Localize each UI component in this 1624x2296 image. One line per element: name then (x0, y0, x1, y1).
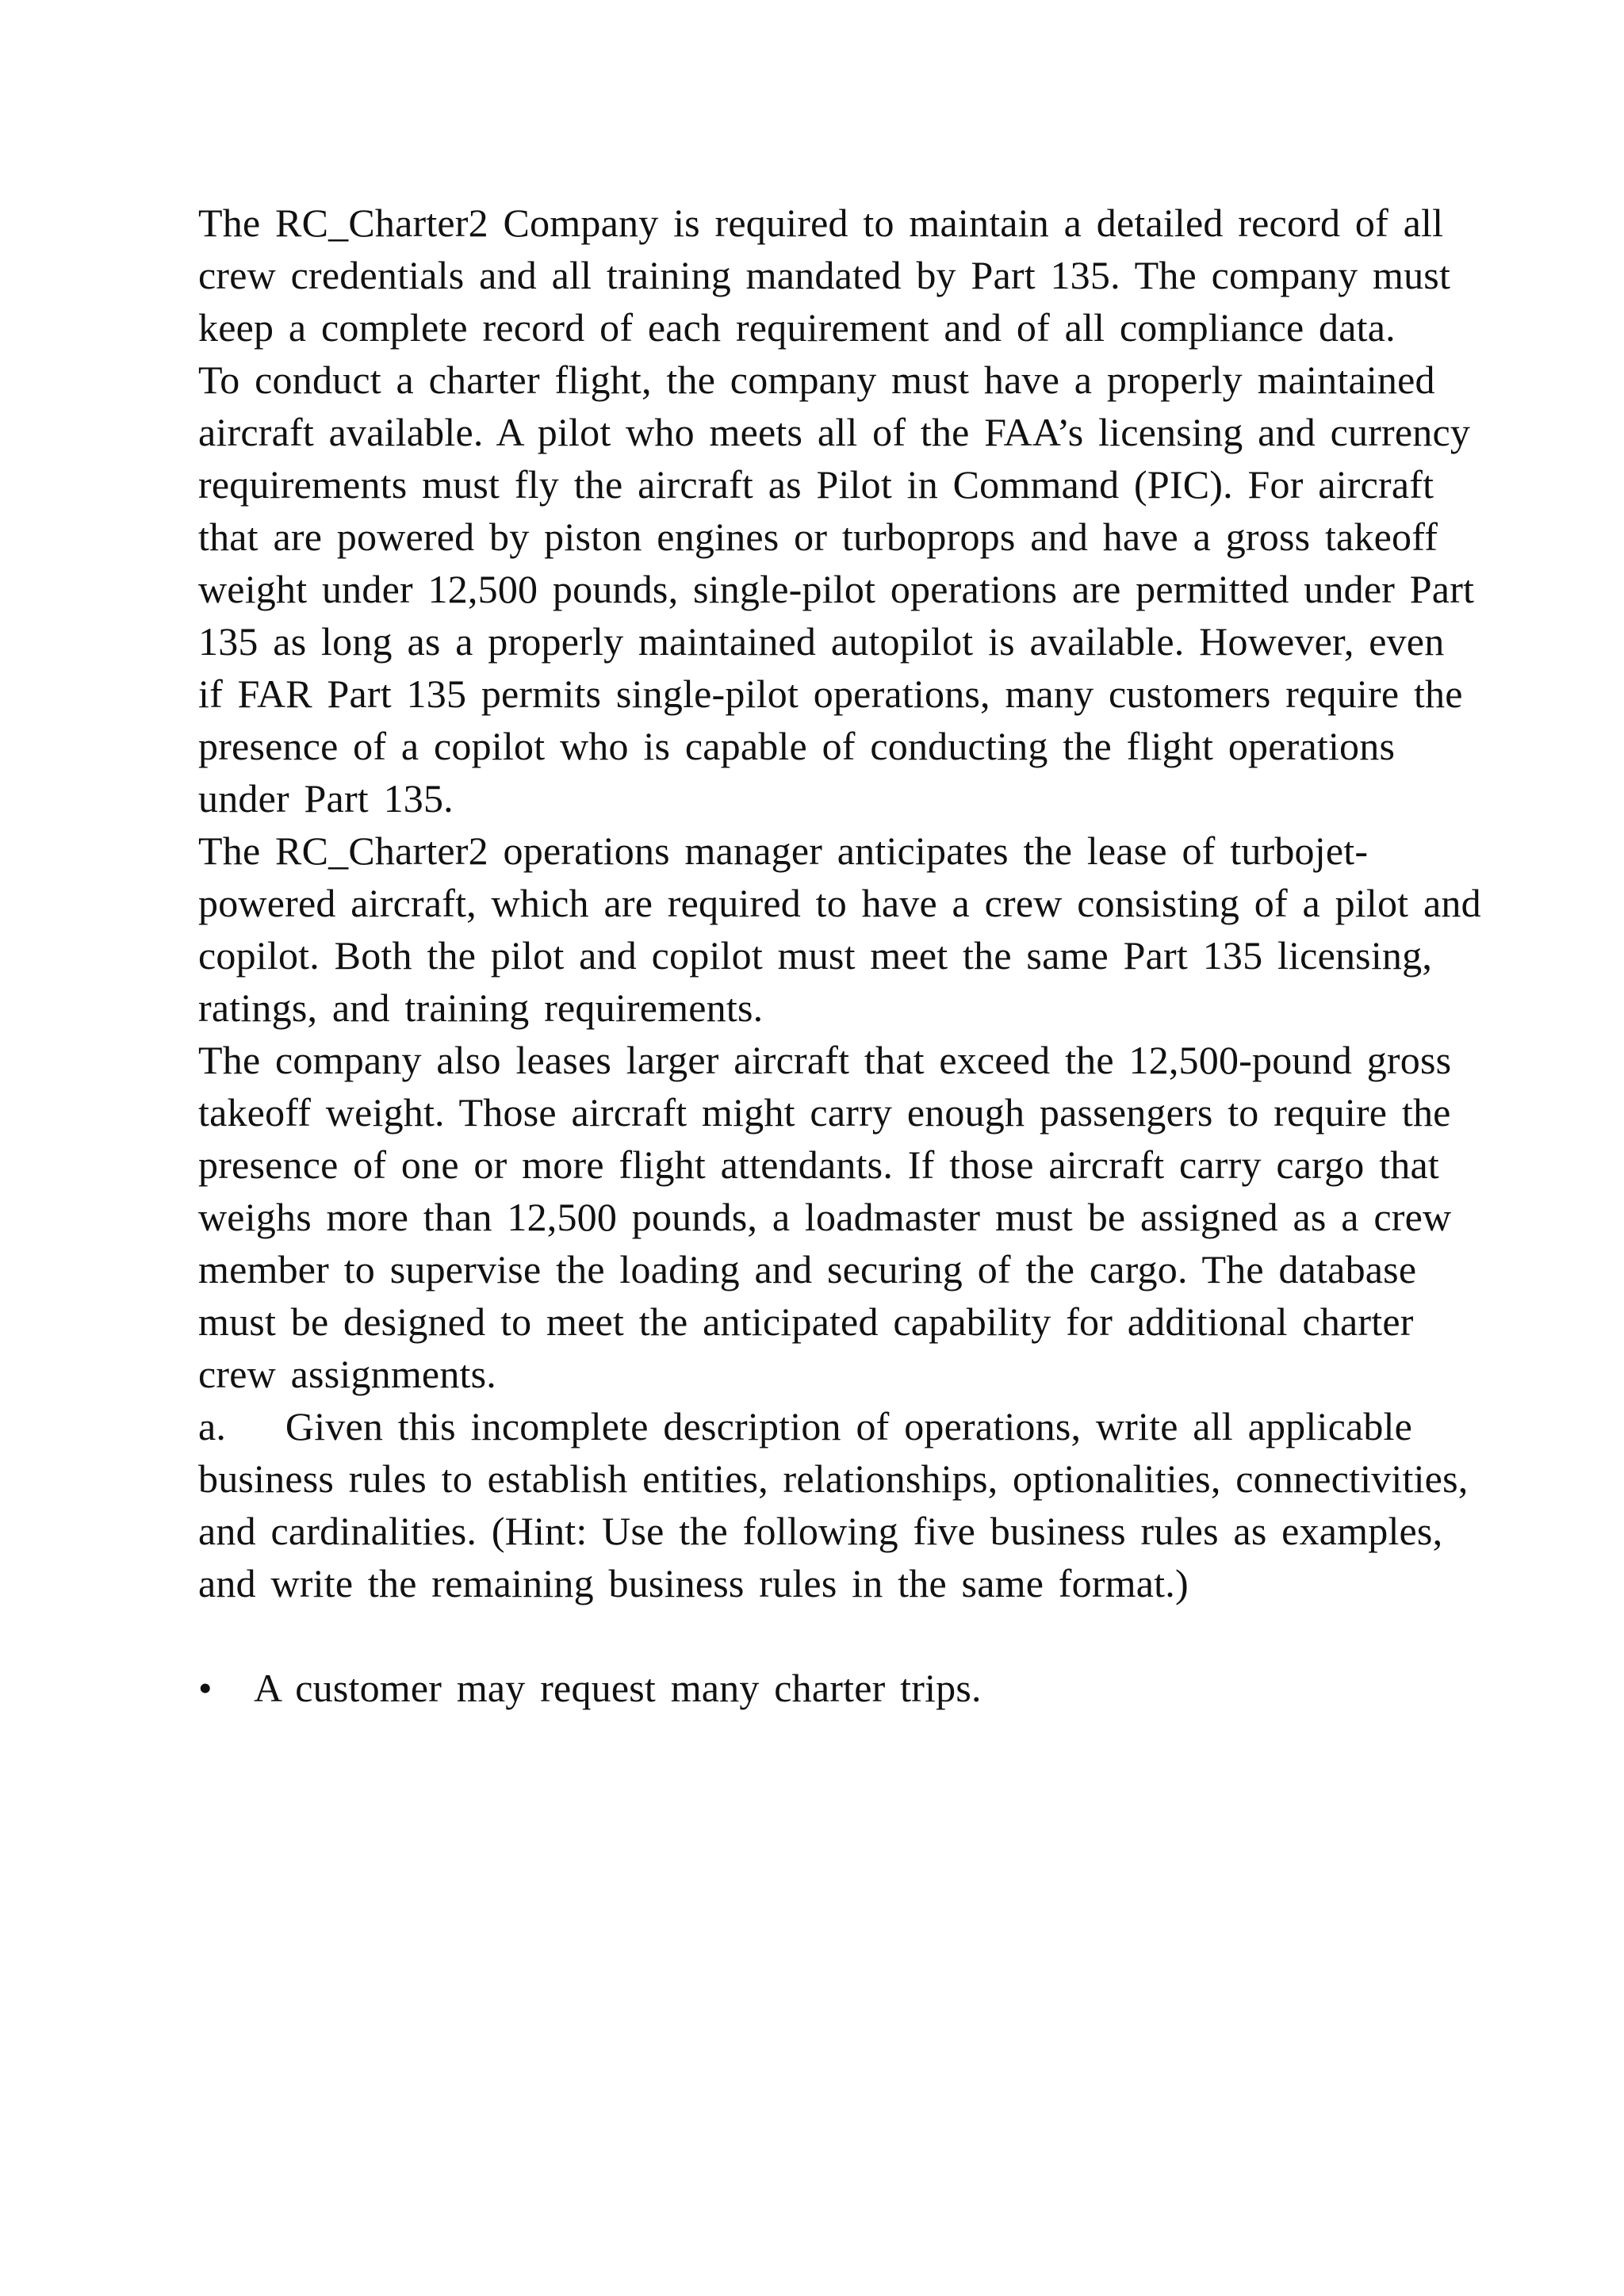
question-a-text: Given this incomplete description of operations, write all applicable business rules to establish entities, relationships, optionalities, connectivities, and cardinalities. (Hint: Use the following five business rules as examples, and write the remaining business rules in the same format.) (198, 1404, 1469, 1605)
paragraph-1: The RC_Charter2 Company is required to maintain a detailed record of all crew credentials and all training mandated by Part 135. The company must keep a complete record of each requirement and of all compliance data. (198, 201, 1451, 350)
blank-line (198, 1609, 1483, 1662)
bullet-text: A customer may request many charter trips. (254, 1666, 982, 1710)
paragraph-4: The company also leases larger aircraft that exceed the 12,500-pound gross takeoff weight. Those aircraft might carry enough passengers to require the presence of one or more flight attendants. If those aircraft carry cargo that weighs more than 12,500 pounds, a loadmaster must be assigned as a crew member to supervise the loading and securing of the cargo. The database must be designed to meet the anticipated capability for additional charter crew assignments. (198, 1038, 1452, 1396)
question-a-marker: a. (198, 1404, 227, 1448)
bullet-item (198, 1662, 1483, 1714)
question-a (198, 1400, 1483, 1609)
bullet-symbol: • (198, 1666, 213, 1710)
document-body (198, 197, 1483, 1714)
paragraph-3: The RC_Charter2 operations manager anticipates the lease of turbojet-powered aircraft, which are required to have a crew consisting of a pilot and copilot. Both the pilot and copilot must meet the same Part 135 licensing, ratings, and training requirements. (198, 828, 1481, 1030)
paragraph-2: To conduct a charter flight, the company must have a properly maintained aircraft available. A pilot who meets all of the FAA’s licensing and currency requirements must fly the aircraft as Pilot in Command (PIC). For aircraft that are powered by piston engines or turboprops and have a gross takeoff weight under 12,500 pounds, single-pilot operations are permitted under Part 135 as long as a properly maintained autopilot is available. However, even if FAR Part 135 permits single-pilot operations, many customers require the presence of a copilot who is capable of conducting the flight operations under Part 135. (198, 358, 1475, 821)
